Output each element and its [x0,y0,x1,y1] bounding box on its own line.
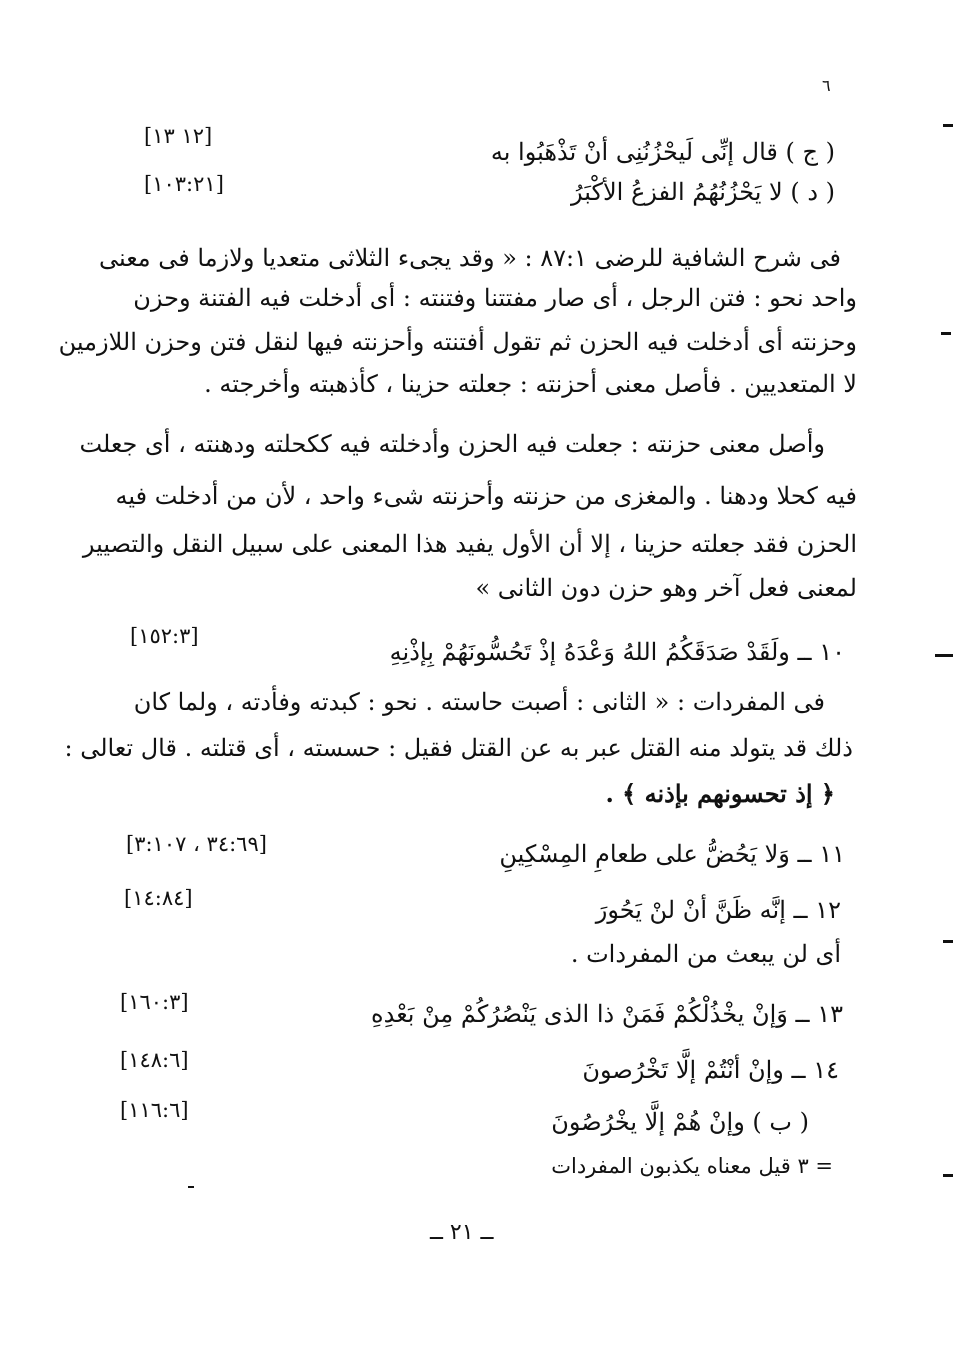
entry-line: ١٣ ــ وَإنْ يخْذُلْكُمْ فَمَنْ ذا الذى يَنْصُرُكُمْ مِنْ بَعْدِهِ [371,1000,843,1028]
paragraph-line: ذلك قد يتولد منه القتل عبر به عن القتل فقيل : حسسته ، أى قتلته . قال تعالى : [64,734,853,762]
entry-line: ( ج ) قال إنِّى لَيحْزُنُنِى أنْ تَذْهَبُوا به [490,138,835,166]
entry-line: ١٤ ــ وإنْ أنْتُمْ إلَّا تَخْرُصونَ [582,1056,839,1084]
paragraph-line: لمعنى فعل آخر وهو حزن دون الثانى » [475,574,857,602]
verse-reference: [١٠٣:٢١] [144,172,224,196]
margin-mark [943,124,953,127]
paragraph-line: الحزن فقد جعلته حزينا ، إلا أن الأول يفيد هذا المعنى على سبيل النقل والتصيير [82,530,857,558]
entry-line: ١٠ ــ ولَقَدْ صَدَقَكُمُ اللهُ وَعْدَهُ إذْ تَحُسُّونَهُمْ بِإذْنِهِ [389,638,845,666]
paragraph-line: فيه كحلا ودهنا . والمغزى من حزنته وأحزنته شىء واحد ، لأن من أدخلت فيه [115,482,857,510]
scan-speck [188,1186,194,1188]
entry-line: ( ب ) وإنْ هُمْ إلَّا يخْرُصُونَ [551,1108,809,1136]
page-number: ــ ٢١ ــ [430,1220,494,1245]
entry-line: ١١ ــ وَلا يَحُضُّ على طعامِ المِسْكِينِ [499,840,845,868]
verse-reference: [٣٤:٦٩ ، ٣:١٠٧] [126,832,267,856]
margin-mark [941,332,951,335]
verse-reference: [١٤:٨٤] [124,886,193,910]
paragraph-line: وأصل معنى حزنته : جعلت فيه الحزن وأدخلته فيه ككحلته ودهنته ، أى جعلت [79,430,825,458]
verse-reference: [١٦٠:٣] [120,990,189,1014]
margin-mark [943,1174,953,1177]
paragraph-line: فى شرح الشافية للرضى ٨٧:١ : « وقد يجىء الثلاثى متعديا ولازما فى معنى [98,244,841,272]
paragraph-line: فى المفردات : « الثانى : أصبت حاسته . نحو : كبدته وفأدته ، ولما كان [133,688,825,716]
verse-reference: [١٤٨:٦] [120,1048,189,1072]
margin-mark [943,940,953,943]
margin-mark [935,654,953,657]
verse-reference: [١٥٢:٣] [130,624,199,648]
page-marker: ٦ [822,76,831,95]
paragraph-line: لا المتعديين . فأصل معنى أحزنته : جعلته حزينا ، كأذهبته وأخرجته . [204,370,857,398]
entry-line: ١٢ ــ إنَّه ظَنَّ أنْ لنْ يَحُورَ [595,896,841,924]
verse-reference: [١١٦:٦] [120,1098,189,1122]
entry-line: ( د ) لا يَحْزُنُهُمُ الفزعُ الأكْبَرُ [571,178,835,206]
paragraph-line: ﴿ إذ تحسونهم بإذنه ﴾ . [605,779,835,808]
paragraph-line: وحزنته أى أدخلت فيه الحزن ثم تقول أفتنته وأحزنته فيها لنقل فتن وحزن اللازمين [58,328,857,356]
verse-reference: [١٢ ١٣] [144,124,213,148]
paragraph-line: واحد نحو : فتن الرجل ، أى صار مفتتنا وفتنته : أى أدخلت فيه الفتنة وحزن [133,284,857,312]
note-line: أى لن يبعث من المفردات . [570,940,841,968]
note-line: = ٣ قيل معناه يكذبون المفردات [551,1154,833,1178]
